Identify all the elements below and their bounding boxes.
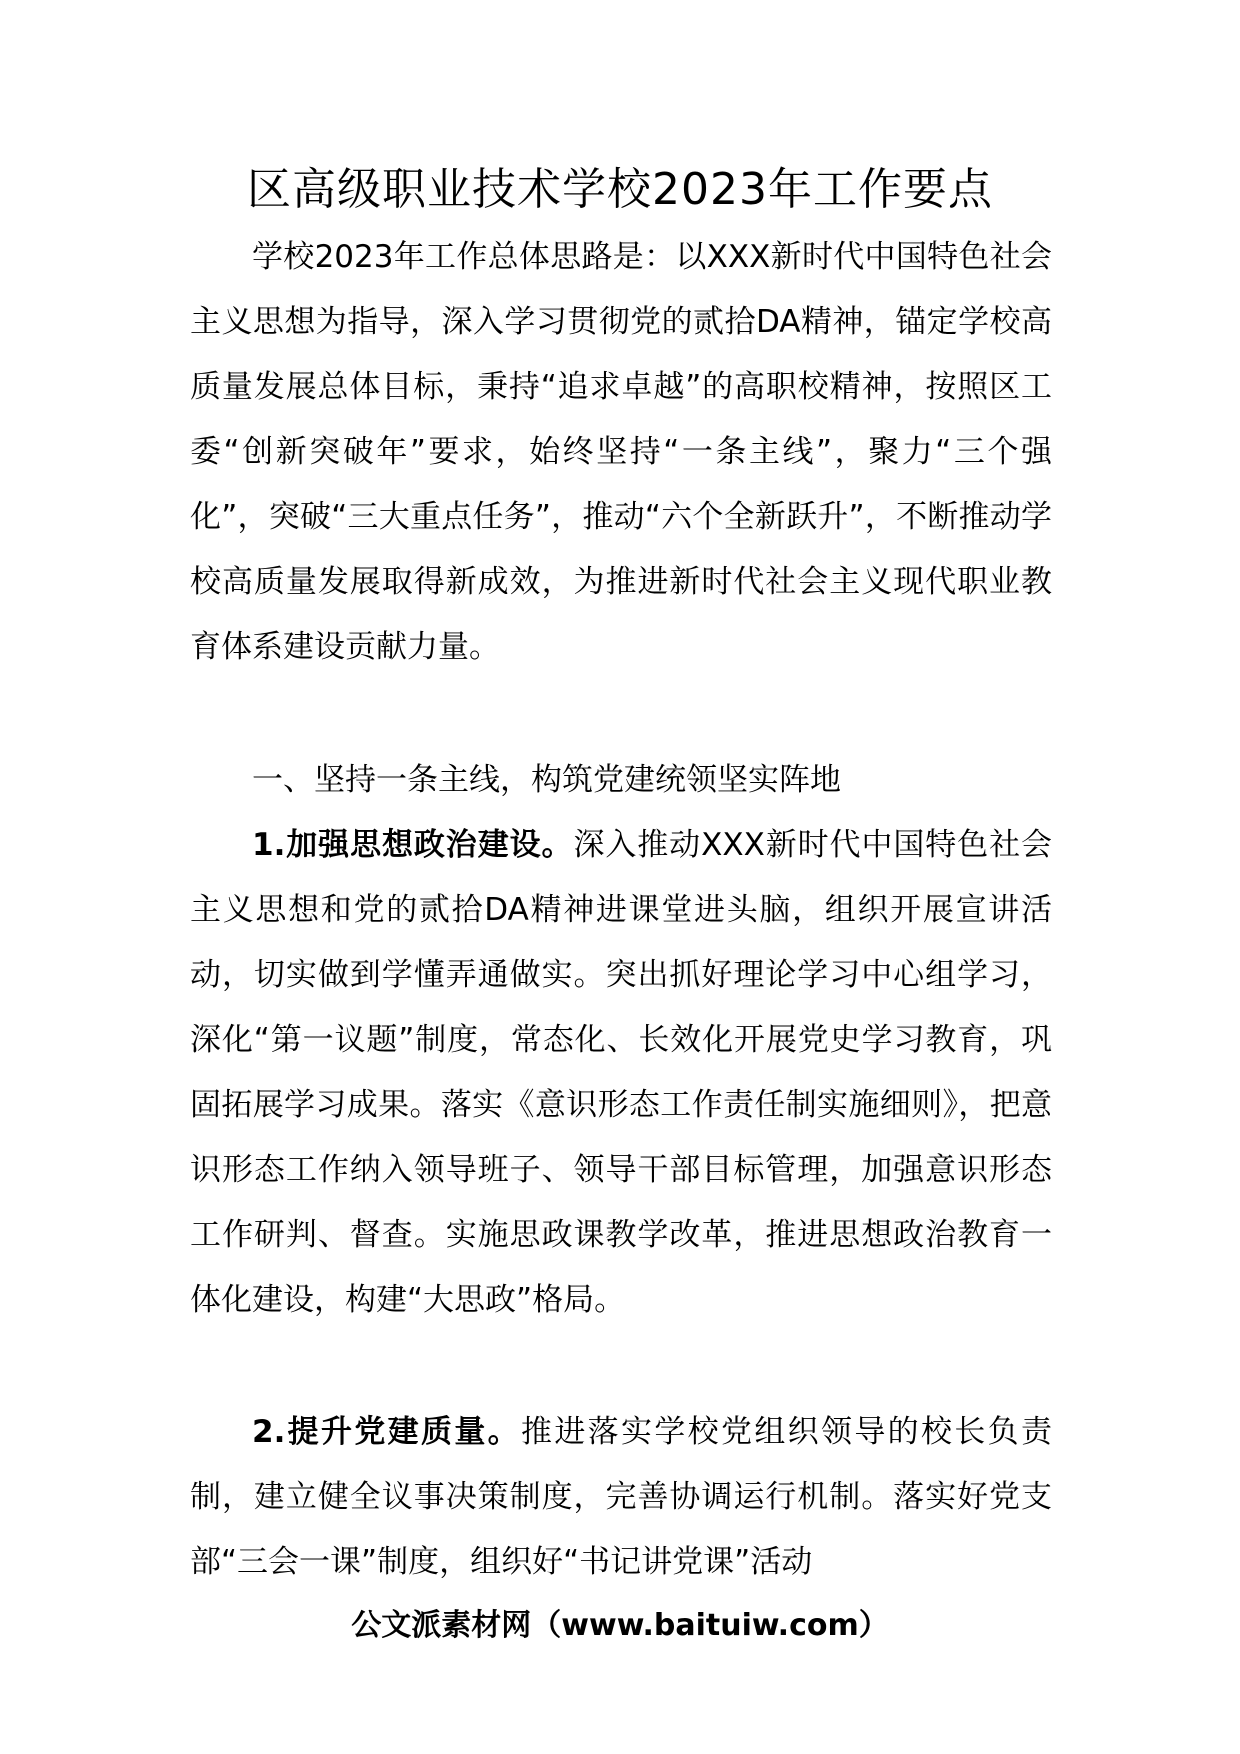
section-heading-1: 一、坚持一条主线，构筑党建统领坚实阵地 — [252, 762, 841, 798]
item-2-text: 推进落实学校党组织领导的校长负责制，建立健全议事决策制度，完善协调运行机制。落实好党支部“三会一课”制度，组织好“书记讲党课”活动 — [190, 1414, 1052, 1580]
footer-watermark: 公文派素材网（www.baituiw.com） — [351, 1608, 889, 1643]
item-1-lead: 1.加强思想政治建设。 — [252, 827, 574, 863]
document-title: 区高级职业技术学校2023年工作要点 — [247, 164, 993, 215]
item-2-lead: 2.提升党建质量。 — [252, 1414, 522, 1450]
item-1-paragraph — [190, 813, 1052, 1333]
item-1-text: 深入推动XXX新时代中国特色社会主义思想和党的贰拾DA精神进课堂进头脑，组织开展宣讲活动，切实做到学懂弄通做实。突出抓好理论学习中心组学习，深化“第一议题”制度，常态化、长效化开展党史学习教育，巩固拓展学习成果。落实《意识形态工作责任制实施细则》，把意识形态工作纳入领导班子、领导干部目标管理，加强意识形态工作研判、督查。实施思政课教学改革，推进思想政治教育一体化建设，构建“大思政”格局。 — [190, 827, 1052, 1318]
intro-paragraph: 学校2023年工作总体思路是：以XXX新时代中国特色社会主义思想为指导，深入学习贯彻党的贰拾DA精神，锚定学校高质量发展总体目标，秉持“追求卓越”的高职校精神，按照区工委“创新突破年”要求，始终坚持“一条主线”，聚力“三个强化”，突破“三大重点任务”，推动“六个全新跃升”，不断推动学校高质量发展取得新成效，为推进新时代社会主义现代职业教育体系建设贡献力量。 — [190, 239, 1052, 665]
item-2-paragraph — [190, 1400, 1052, 1595]
